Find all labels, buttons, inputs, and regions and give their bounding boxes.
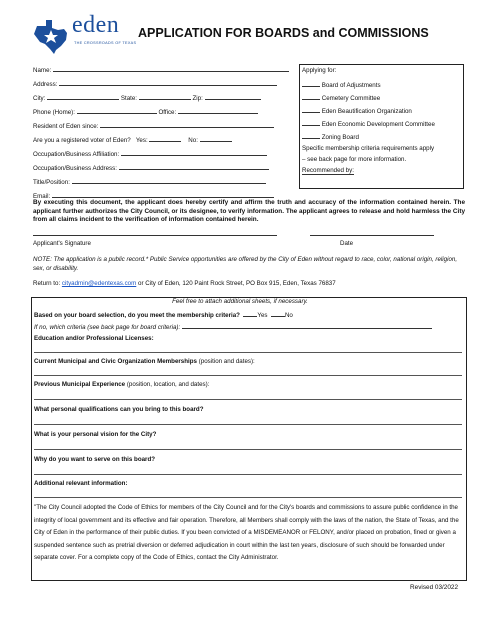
applying-option[interactable]: Eden Beautification Organization <box>302 106 412 115</box>
requirements-note-cont: – see back page for more information. <box>302 156 407 163</box>
answer-line[interactable] <box>34 375 462 376</box>
email-link[interactable]: cityadmin@edentexas.com <box>61 280 137 287</box>
public-record-note: NOTE: The application is a public record.* Public Service opportunities are offered by the City of Eden without regard to race, color, national origin, religion, sex, or disability. <box>33 256 458 272</box>
applying-for-heading: Applying for: <box>302 67 337 74</box>
resident-since-field[interactable]: Resident of Eden since: <box>33 121 274 130</box>
applying-option[interactable]: Zoning Board <box>302 132 359 141</box>
applying-option[interactable]: Eden Economic Development Committee <box>302 119 435 128</box>
requirements-note: Specific membership criteria requirements apply <box>302 145 435 152</box>
answer-line[interactable] <box>34 399 462 400</box>
texas-star-logo-icon <box>32 16 70 54</box>
qualifications-label: What personal qualifications can you bring to this board? <box>34 406 204 413</box>
signature-label: Applicant's Signature <box>33 240 91 247</box>
date-label: Date <box>340 240 354 247</box>
vision-label: What is your personal vision for the City? <box>34 431 157 438</box>
additional-info-label: Additional relevant information: <box>34 480 128 487</box>
criteria-if-no[interactable]: If no, which criteria (see back page for board criteria): <box>34 322 432 331</box>
occupation-address-field[interactable]: Occupation/Business Address: <box>33 163 269 172</box>
ethics-statement: "The City Council adopted the Code of Ethics for members of the City Council and for the City's boards and commissions to assure public confidence in the integrity of local government and its effective and fair operation. Therefore, all Members shall comply with the laws of the nation, the State of Texas, and the City of Eden in the performance of their public duties. If you been convicted of a MISDEMEANOR or FELONY, and/or placed on probation, fined or given a suspended sentence such as pretrial diversion or deferred adjudication in court within the last ten years, disclosure of such should be forwarded under separate cover. For a complete copy of the Code of Ethics, contact the City Administrator. <box>34 504 459 561</box>
revision-date: Revised 03/2022 <box>410 584 458 591</box>
signature-line[interactable] <box>33 235 277 236</box>
city-state-zip-field[interactable]: City: State: Zip: <box>33 93 261 102</box>
memberships-label: Current Municipal and Civic Organization Memberships (position and dates): <box>34 358 255 365</box>
previous-experience-label: Previous Municipal Experience (position, location, and dates): <box>34 381 210 388</box>
education-label: Education and/or Professional Licenses: <box>34 335 154 342</box>
date-line[interactable] <box>310 235 434 236</box>
phone-field[interactable]: Phone (Home): Office: <box>33 107 258 116</box>
applying-option[interactable]: Cemetery Committee <box>302 93 380 102</box>
recommended-by-field[interactable]: Recommended by: <box>302 167 354 174</box>
name-field[interactable]: Name: <box>33 65 289 74</box>
logo-wordmark: eden <box>72 12 120 38</box>
certification-paragraph: By executing this document, the applicant does hereby certify and affirm the truth and accuracy of the information contained herein. The applicant further authorizes the City Council, or its designee, to verify information. The applicant agrees to release and hold harmless the City from all claims incident to the verification of information contained herein. <box>33 199 465 224</box>
answer-line[interactable] <box>34 497 462 498</box>
answer-line[interactable] <box>34 449 462 450</box>
criteria-question[interactable]: Based on your board selection, do you meet the membership criteria? Yes No <box>34 312 293 319</box>
registered-voter-field[interactable]: Are you a registered voter of Eden? Yes: No: <box>33 135 232 144</box>
email-field[interactable]: Email: <box>33 191 274 200</box>
logo-tagline: THE CROSSROADS OF TEXAS <box>74 41 137 45</box>
why-serve-label: Why do you want to serve on this board? <box>34 456 156 463</box>
answer-line[interactable] <box>34 352 462 353</box>
address-field[interactable]: Address: <box>33 79 277 88</box>
answer-line[interactable] <box>34 424 462 425</box>
title-position-field[interactable]: Title/Position: <box>33 177 266 186</box>
return-address: Return to: cityadmin@edentexas.com or City of Eden, 120 Paint Rock Street, PO Box 915, Eden, Texas 76837 <box>33 280 336 287</box>
answer-line[interactable] <box>34 474 462 475</box>
applying-option[interactable]: Board of Adjustments <box>302 80 381 89</box>
occupation-affiliation-field[interactable]: Occupation/Business Affiliation: <box>33 149 267 158</box>
page-title: APPLICATION FOR BOARDS and COMMISSIONS <box>138 26 429 40</box>
attach-sheets-note: Feel free to attach additional sheets, if necessary. <box>172 298 308 305</box>
